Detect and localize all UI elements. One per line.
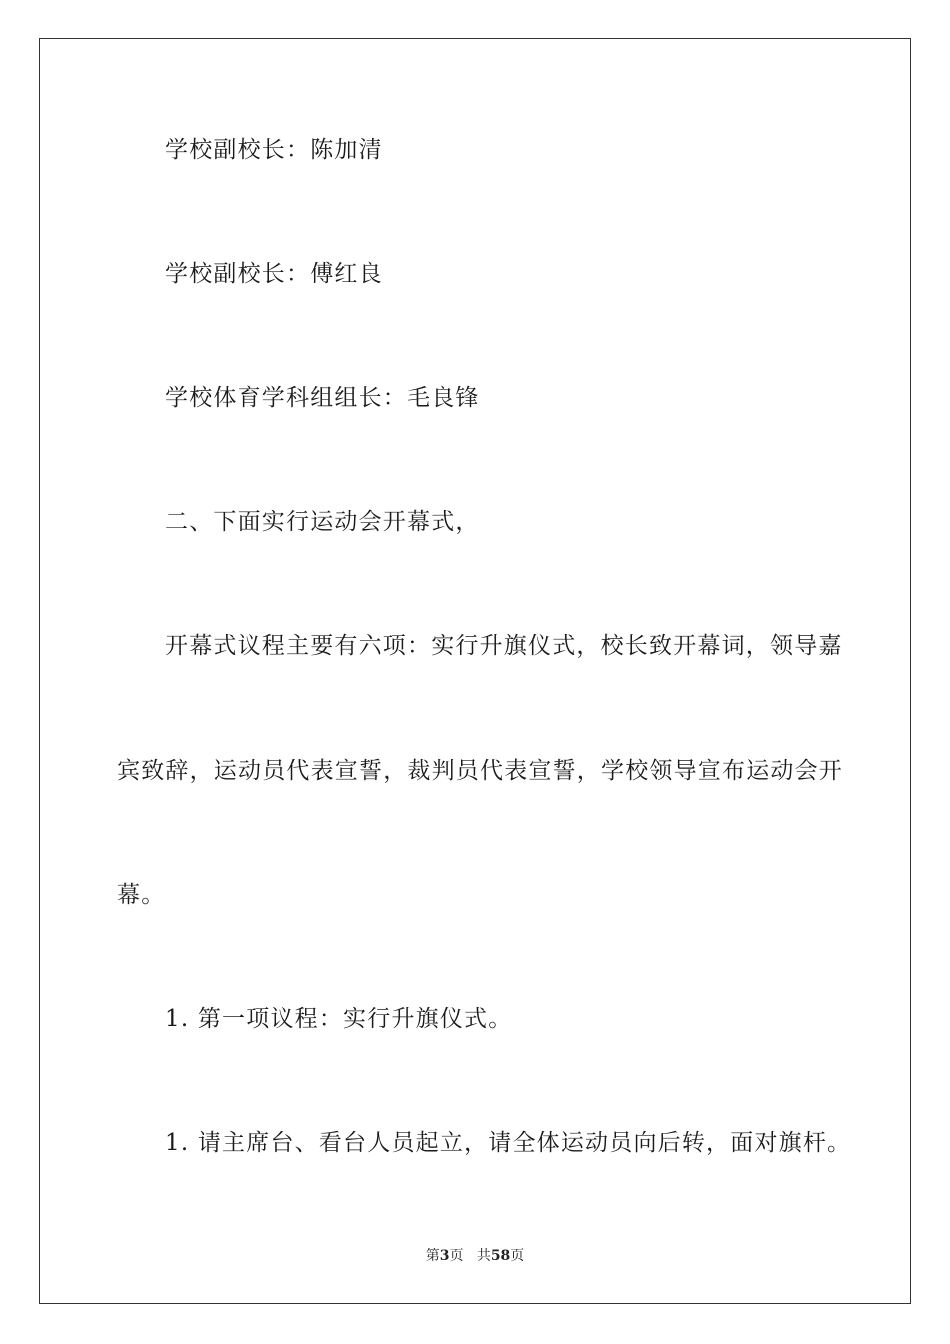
agenda-paragraph-line-3: 幕。 xyxy=(117,882,166,908)
agenda-paragraph-line-1: 开幕式议程主要有六项：实行升旗仪式，校长致开幕词，领导嘉 xyxy=(165,633,843,659)
vice-principal-line-2: 学校副校长：傅红良 xyxy=(165,261,383,287)
page-footer xyxy=(0,1246,950,1266)
agenda-item-1: 1. 第一项议程：实行升旗仪式。 xyxy=(165,1006,513,1032)
section-heading: 二、下面实行运动会开幕式， xyxy=(165,509,480,535)
total-suffix: 页 xyxy=(510,1248,525,1264)
page-border xyxy=(39,38,911,1304)
total-prefix: 共 xyxy=(476,1248,491,1264)
page-number: 3 xyxy=(439,1248,450,1264)
page-prefix: 第 xyxy=(425,1248,440,1264)
vice-principal-line-1: 学校副校长：陈加清 xyxy=(165,137,383,163)
agenda-paragraph-line-2: 宾致辞，运动员代表宣誓，裁判员代表宣誓，学校领导宣布运动会开 xyxy=(117,758,843,784)
total-pages: 58 xyxy=(490,1248,511,1264)
pe-group-leader-line: 学校体育学科组组长：毛良锋 xyxy=(165,385,480,411)
page-suffix: 页 xyxy=(449,1248,464,1264)
instruction-line: 1. 请主席台、看台人员起立，请全体运动员向后转，面对旗杆。 xyxy=(165,1130,852,1156)
